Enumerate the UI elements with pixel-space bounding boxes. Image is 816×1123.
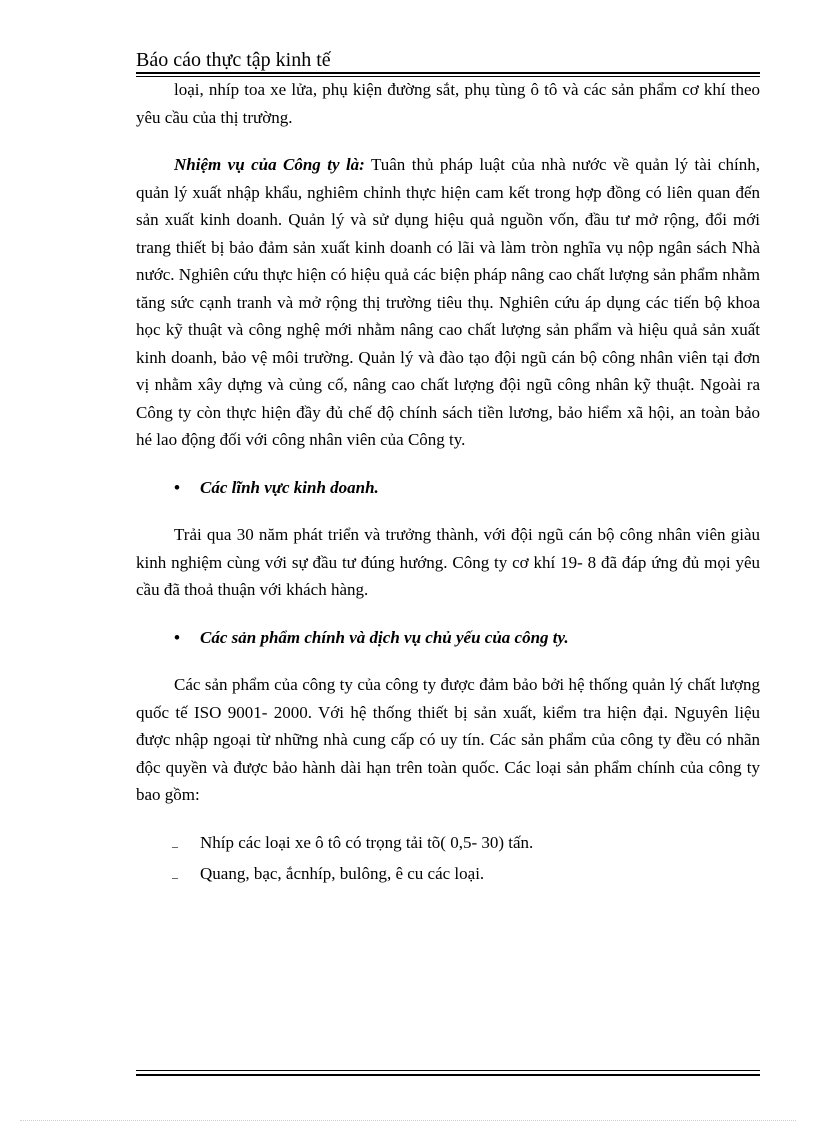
company-duties-lead: Nhiệm vụ của Công ty là: — [174, 155, 365, 174]
paragraph-business-history: Trải qua 30 năm phát triển và trưởng thành, với đội ngũ cán bộ công nhân viên giàu kinh nghiệm cùng với sự đầu tư đúng hướng. Công ty cơ khí 19- 8 đã đáp ứng đủ mọi yêu cầu đã thoả thuận với khách hàng. — [136, 525, 760, 599]
paragraph-intro-continued: loại, nhíp toa xe lửa, phụ kiện đường sắt, phụ tùng ô tô và các sản phẩm cơ khí theo yêu cầu của thị trường. — [136, 80, 760, 127]
heading-main-products — [136, 624, 760, 652]
page-header-title: Báo cáo thực tập kinh tế — [136, 49, 331, 71]
header-rule-top — [136, 72, 760, 74]
footer-rule-bottom — [136, 1074, 760, 1076]
footer-rule-top — [136, 1070, 760, 1071]
heading-main-products-text: Các sản phẩm chính và dịch vụ chủ yếu của công ty. — [200, 627, 569, 647]
page-bottom-dotted-border — [20, 1120, 796, 1121]
bullet-icon: • — [174, 627, 180, 647]
dash-icon: – — [172, 838, 178, 853]
product-item-text: Nhíp các loại xe ô tô có trọng tải tõ( 0,5- 30) tấn. — [200, 832, 534, 852]
company-duties-text: Tuân thủ pháp luật của nhà nước về quản lý tài chính, quản lý xuất nhập khẩu, nghiêm chỉnh thực hiện cam kết trong hợp đồng có liên quan đến sản xuất kinh doanh. Quản lý và sử dụng hiệu quả nguồn vốn, đầu tư mở rộng, đổi mới trang thiết bị bảo đảm sản xuất kinh doanh có lãi và làm tròn nghĩa vụ nộp ngân sách Nhà nước. Nghiên cứu thực hiện có hiệu quả các biện pháp nâng cao chất lượng sản phẩm nhằm tăng sức cạnh tranh và mở rộng thị trường tiêu thụ. Nghiên cứu áp dụng các tiến bộ khoa học kỹ thuật và công nghệ mới nhằm nâng cao chất lượng sản phẩm và hiệu quả sản xuất kinh doanh, bảo vệ môi trường. Quản lý và đào tạo đội ngũ cán bộ công nhân viên tại đơn vị nhằm xây dựng và củng cố, nâng cao chất lượng đội ngũ công nhân kỹ thuật. Ngoài ra Công ty còn thực hiện đầy đủ chế độ chính sách tiền lương, bảo hiểm xã hội, an toàn bảo hé lao động đối với công nhân viên của Công ty. — [136, 155, 760, 449]
document-body — [136, 76, 760, 888]
paragraph-product-quality: Các sản phẩm của công ty của công ty được đảm bảo bởi hệ thống quản lý chất lượng quốc tế ISO 9001- 2000. Với hệ thống thiết bị sản xuất, kiểm tra hiện đại. Nguyên liệu được nhập ngoại từ những nhà cung cấp có uy tín. Các sản phẩm của công ty đều có nhãn độc quyền và được bảo hành dài hạn trên toàn quốc. Các loại sản phẩm chính của công ty bao gồm: — [136, 675, 760, 804]
heading-business-areas-text: Các lĩnh vực kinh doanh. — [200, 477, 379, 497]
bullet-icon: • — [174, 477, 180, 497]
product-item-text: Quang, bạc, ắcnhíp, bulông, ê cu các loại. — [200, 864, 485, 883]
list-item — [136, 829, 760, 857]
dash-icon: – — [172, 870, 178, 884]
heading-business-areas — [136, 474, 760, 502]
list-item — [136, 860, 760, 888]
paragraph-company-duties — [136, 151, 760, 454]
